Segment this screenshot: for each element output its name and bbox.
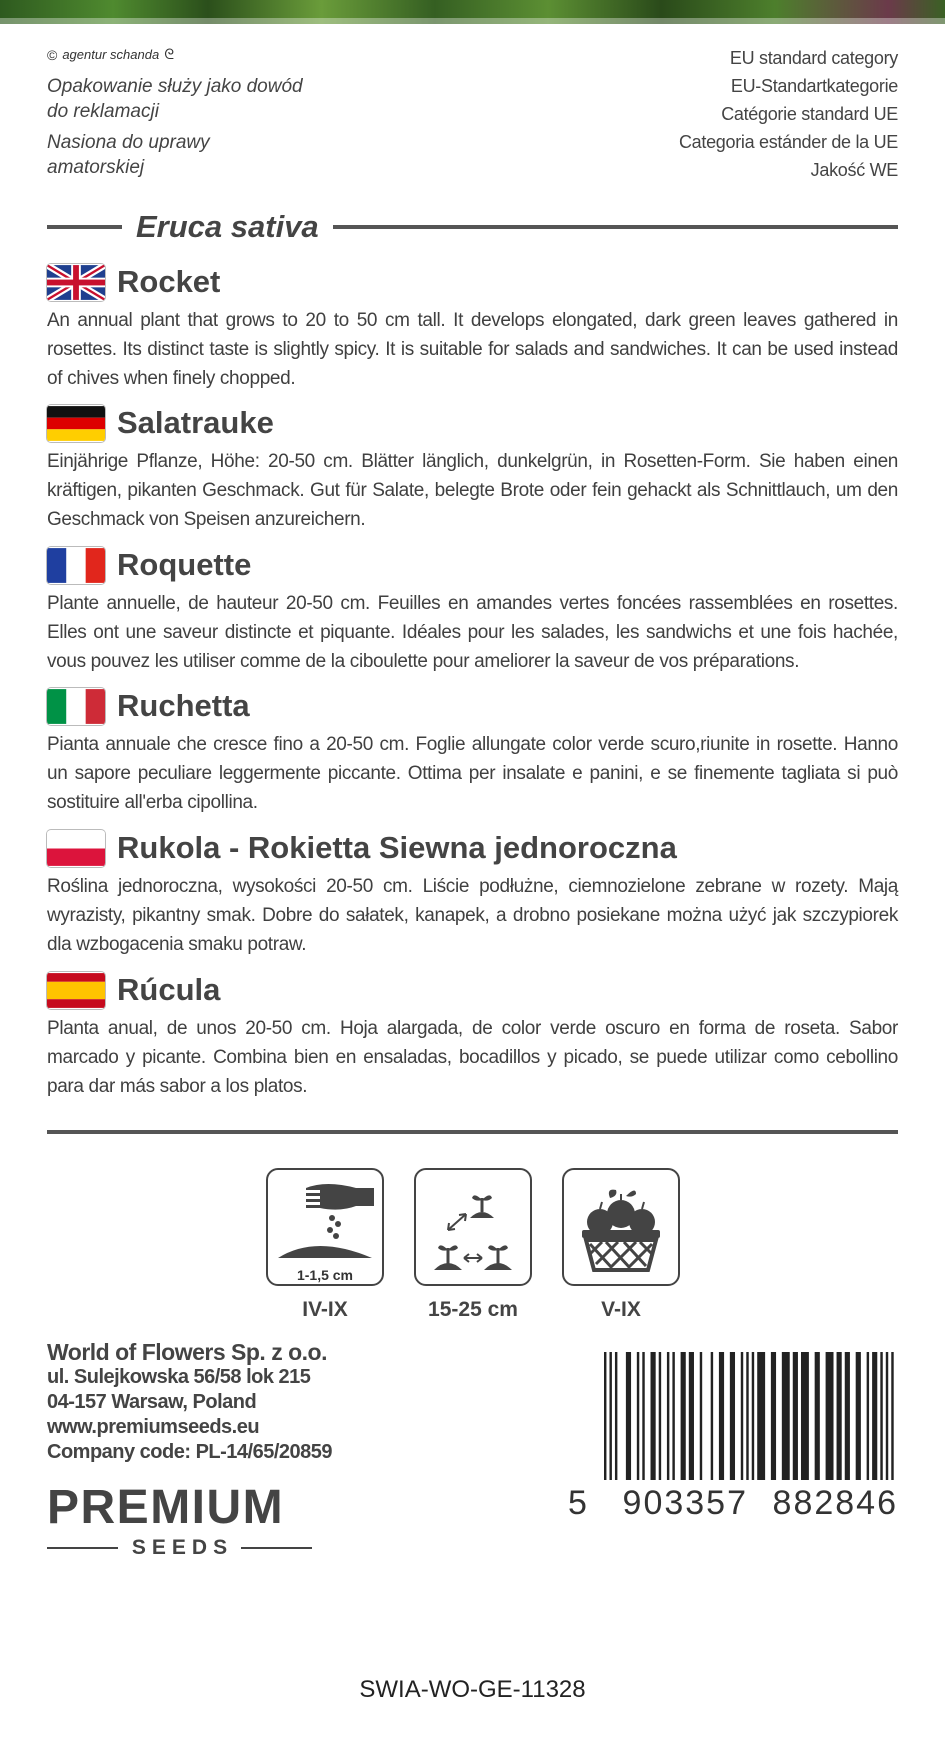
barcode-bar (700, 1352, 702, 1480)
copyright-icon: © (47, 46, 58, 63)
product-code: SWIA-WO-GE-11328 (359, 1676, 586, 1703)
lang-section-de (47, 403, 898, 534)
barcode-bar (826, 1352, 834, 1480)
barcode-bar (886, 1352, 888, 1480)
company-address-line1: ul. Sulejkowska 56/58 lok 215 (47, 1366, 311, 1388)
barcode-bar (659, 1352, 661, 1480)
barcode-bar (609, 1352, 611, 1480)
harvest-period: V-IX (601, 1298, 641, 1321)
eu-category-es: Categoria estánder de la UE (678, 132, 898, 152)
sowing-depth-label: 1-1,5 cm (296, 1267, 354, 1283)
barcode-group-right: 882846 (772, 1484, 898, 1522)
barcode-bar (651, 1352, 656, 1480)
barcode-bar (672, 1352, 674, 1480)
eu-category-en: EU standard category (729, 48, 898, 68)
pl-flag-icon (47, 830, 105, 867)
divider-left (47, 225, 122, 229)
barcode-bar (757, 1352, 765, 1480)
lang-section-es (47, 970, 898, 1101)
amateur-note: Nasiona do uprawy amatorskiej (47, 132, 210, 178)
company-website[interactable]: www.premiumseeds.eu (47, 1416, 260, 1438)
barcode-bar (856, 1352, 861, 1480)
lang-section-en (47, 262, 898, 393)
company-address-line2: 04-157 Warsaw, Poland (47, 1391, 257, 1413)
lang-section-it (47, 686, 898, 817)
barcode-bar (719, 1352, 724, 1480)
barcode-bar (637, 1352, 639, 1480)
it-flag-icon (47, 688, 105, 725)
barcode-bar (771, 1352, 776, 1480)
lang-description: Pianta annuale che cresce fino a 20-50 cm. Foglie allungate color verde scuro,riunite in rosette. Hanno un sapore peculiare leggermente piccante. Ottima per insalate e panini, e se finemente tagliata si può sostituire all'erba cipollina. (47, 734, 898, 813)
latin-name: Eruca sativa (136, 209, 319, 244)
lang-description: An annual plant that grows to 20 to 50 cm tall. It develops elongated, dark green leaves gathered in rosettes. Its distinct taste is slightly spicy. It is suitable for salads and sandwiches. It can be used instead of chives when finely chopped. (47, 310, 898, 389)
lang-title: Rúcula (117, 972, 221, 1007)
complaint-note: Opakowanie służy jako dowód do reklamacji (47, 76, 303, 122)
divider-right (333, 225, 898, 229)
barcode-bar (604, 1352, 606, 1480)
lang-title: Ruchetta (117, 688, 250, 723)
harvest-info (562, 1168, 680, 1322)
barcode-bar (642, 1352, 644, 1480)
lang-description: Einjährige Pflanze, Höhe: 20-50 cm. Blätter länglich, dunkelgrün, in Rosetten-Form. Sie haben einen kräftigen, pikanten Geschmack. Gut für Salate, belegte Brote oder fein gehackt als Schnittlauch, um den Geschmack von Speisen anzureichern. (47, 451, 898, 530)
sowing-icon (266, 1168, 384, 1286)
eu-category-list (679, 44, 898, 184)
barcode-bar (782, 1352, 790, 1480)
barcode-bar (689, 1352, 694, 1480)
agency-logo-icon: ᘓ (164, 46, 175, 62)
spacing-info (414, 1168, 532, 1322)
copyright-line (47, 46, 174, 63)
top-photo-strip (0, 0, 945, 24)
barcode-bars (568, 1352, 898, 1482)
lang-section-pl (47, 828, 898, 959)
lang-description: Roślina jednoroczna, wysokości 20-50 cm. Liście podłużne, ciemnozielone zebrane w rozety. Mają wyrazisty, pikantny smak. Dobre do sałatek, kanapek, a drobno posiekane można użyć jak szczypiorek dla wzbogacenia smaku potraw. (47, 876, 898, 955)
lang-description: Plante annuelle, de hauteur 20-50 cm. Feuilles en amandes vertes foncées rassemblées en rosettes. Elles ont une saveur distincte et piquante. Idéales pour les salades, les sandwichs et une fois hachée, vous pouvez les utiliser comme de la ciboulette pour ameliorer la saveur de vos préparations. (47, 593, 898, 672)
complaint-notes (47, 74, 307, 186)
de-flag-icon (47, 405, 105, 442)
lang-title: Rukola - Rokietta Siewna jednoroczna (117, 830, 677, 865)
barcode-bar (872, 1352, 877, 1480)
plant-spacing: 15-25 cm (428, 1298, 518, 1321)
lang-section-fr (47, 545, 898, 676)
company-info (47, 1340, 332, 1465)
lang-description: Planta anual, de unos 20-50 cm. Hoja alargada, de color verde oscuro en forma de roseta. Sabor marcado y picante. Combina bien en ensaladas, bocadillos y picado, se puede utilizar como cebollino para dar más sabor a los platos. (47, 1018, 898, 1097)
barcode-first-digit: 5 (568, 1484, 587, 1522)
barcode-bar (801, 1352, 809, 1480)
eu-category-fr: Catégorie standard UE (721, 104, 898, 124)
barcode-bar (667, 1352, 669, 1480)
company-name: World of Flowers Sp. z o.o. (47, 1339, 327, 1365)
sowing-period: IV-IX (302, 1298, 348, 1321)
brand-logo (47, 1482, 312, 1560)
barcode-bar (837, 1352, 842, 1480)
barcode-bar (752, 1352, 754, 1480)
eu-category-de: EU-Standartkategorie (730, 76, 898, 96)
spacing-icon (414, 1168, 532, 1286)
barcode-bar (615, 1352, 617, 1480)
barcode-bar (746, 1352, 748, 1480)
barcode (568, 1352, 898, 1522)
barcode-bar (845, 1352, 850, 1480)
company-code: Company code: PL-14/65/20859 (47, 1441, 333, 1463)
es-flag-icon (47, 972, 105, 1009)
barcode-bar (815, 1352, 820, 1480)
barcode-bar (793, 1352, 798, 1480)
barcode-bar (880, 1352, 882, 1480)
barcode-bar (867, 1352, 869, 1480)
barcode-bar (891, 1352, 893, 1480)
barcode-bar (730, 1352, 735, 1480)
lang-title: Salatrauke (117, 405, 274, 440)
barcode-digits (568, 1484, 898, 1523)
uk-flag-icon (47, 264, 105, 301)
eu-category-pl: Jakość WE (810, 160, 898, 180)
brand-line-left (47, 1547, 118, 1549)
lang-title: Rocket (117, 264, 221, 299)
brand-seeds: SEEDS (131, 1536, 234, 1559)
lang-title: Roquette (117, 547, 252, 582)
section-divider (47, 1130, 898, 1134)
sowing-info (266, 1168, 384, 1322)
brand-premium: PREMIUM (47, 1481, 285, 1534)
fr-flag-icon (47, 547, 105, 584)
copyright-text: agentur schanda (62, 47, 160, 62)
brand-line-right (241, 1547, 312, 1549)
barcode-group-left: 903357 (622, 1484, 748, 1522)
harvest-basket-icon (562, 1168, 680, 1286)
growing-icons (266, 1168, 680, 1322)
barcode-bar (711, 1352, 713, 1480)
barcode-bar (741, 1352, 743, 1480)
barcode-bar (626, 1352, 631, 1480)
barcode-bar (681, 1352, 686, 1480)
latin-name-row (47, 206, 898, 248)
